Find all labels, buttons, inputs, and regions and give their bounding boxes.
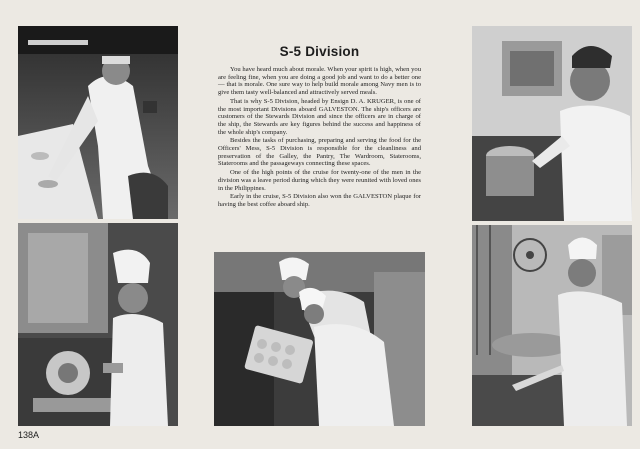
photo-steward-slicer-image: [18, 223, 178, 426]
photo-cook-galley-range: [472, 26, 632, 221]
photo-steward-setting-table-image: [18, 26, 178, 219]
article: [218, 44, 421, 210]
article-paragraph: Besides the tasks of purchasing, preparing and serving the food for the Officers' Mess, S-5 Division is responsible for the cleanliness and preservation of the Galley, the Pantry, The Wardroom, Staterooms, Staterooms and the passageways connecting these spaces.: [218, 137, 421, 168]
photo-cook-galley-range-image: [472, 26, 632, 221]
photo-steward-slicer: [18, 223, 178, 426]
photo-cooks-muffin-tray-image: [214, 252, 425, 426]
page-number: 138A: [18, 430, 40, 440]
article-paragraph: You have heard much about morale. When your spirit is high, when you are feeling fine, when you are doing a good job and want to do a better one — that is morale. One sure way to help build morale among Navy men is to give them tasty well-balanced and attractively served meals.: [218, 66, 421, 97]
photo-cook-with-knife-image: [472, 225, 632, 426]
article-paragraph: One of the high points of the cruise for twenty-one of the men in the division was a leave period during which they were reunited with loved ones in the Philippines.: [218, 169, 421, 192]
article-paragraph: Early in the cruise, S-5 Division also won the GALVESTON plaque for having the best coffee aboard ship.: [218, 193, 421, 208]
photo-steward-setting-table: [18, 26, 178, 219]
photo-cook-with-knife: [472, 225, 632, 426]
photo-cooks-muffin-tray: [214, 252, 425, 426]
article-title: S-5 Division: [279, 44, 360, 59]
article-paragraph: That is why S-5 Division, headed by Ensign D. A. KRUGER, is one of the most important Divisions aboard GALVESTON. The ship's officers are customers of the Stewards Division and since the officers are in charge of the ship, the Stewards are key figures behind the success and happiness of the whole ship's company.: [218, 97, 421, 136]
